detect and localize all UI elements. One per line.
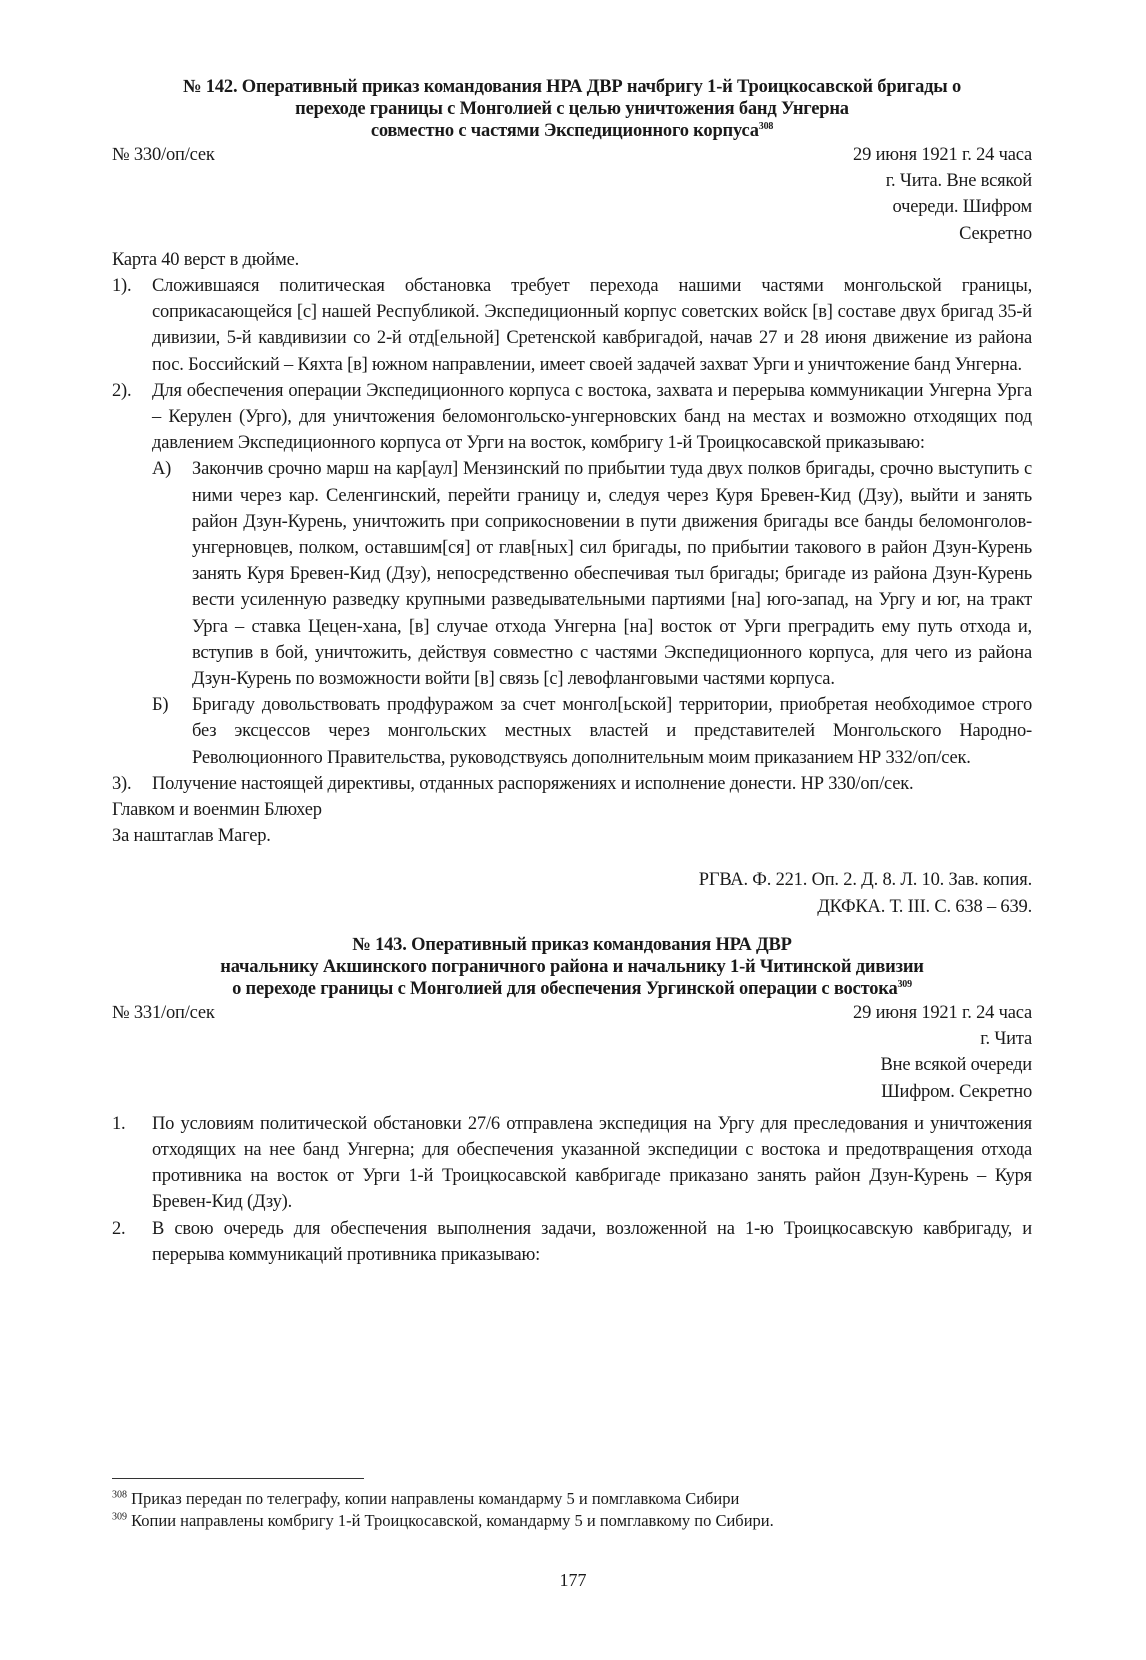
map-note: Карта 40 верст в дюйме. [112, 249, 300, 270]
footnote [112, 1510, 1032, 1532]
title-line [132, 120, 1012, 142]
item-text: Получение настоящей директивы, отданных распоряжениях и исполнение донести. НР 330/оп/сек. [152, 773, 914, 794]
footnote [112, 1488, 1032, 1510]
doc-143-header [112, 1000, 1032, 1026]
signature: Главком и военмин Блюхер [112, 800, 322, 821]
item-number: 1. [112, 1113, 126, 1134]
order-item [112, 1216, 1032, 1268]
source-line: ДКФКА. Т. III. С. 638 – 639. [817, 896, 1032, 917]
item-text: Сложившаяся политическая обстановка требует перехода нашими частями монгольской границы, соприкасающейся [с] нашей Республикой. Экспедиционный корпус советских войск [в] составе двух бригад 35-й дивизии, 5-й кавдивизии со 2-й отд[ельной] Сретенской кавбригадой, начав 27 и 28 июня движение из района пос. Боссийский – Кяхта [в] южном направлении, имеет своей задачей захват Урги и уничтожение банд Унгерна. [152, 276, 1032, 375]
order-item [112, 273, 1032, 378]
footnote-number: 308 [112, 1489, 127, 1501]
item-text: По условиям политической обстановки 27/6 отправлена экспедиция на Ургу для преследования и уничтожения отходящих на нее банд Унгерна; для обеспечения указанной экспедиции с востока и предотвращения отхода противника на восток от Урги 1-й Троицкосавской кавбригаде приказано занять район Дзун-Курень – Куря Бревен-Кид (Дзу). [152, 1113, 1032, 1213]
title-line: начальнику Акшинского пограничного района и начальнику 1-й Читинской дивизии [220, 956, 924, 977]
place-line: очереди. Шифром [892, 197, 1032, 218]
title-line: переходе границы с Монголией с целью уничтожения банд Унгерна [295, 99, 849, 119]
order-item [112, 1111, 1032, 1216]
order-subitem [152, 692, 1032, 771]
order-number: № 330/оп/сек [112, 145, 215, 165]
order-item [112, 771, 1032, 797]
place-line: Секретно [959, 223, 1032, 244]
footnote-number: 309 [112, 1511, 127, 1523]
place-line: Вне всякой очереди [880, 1055, 1032, 1076]
order-date: 29 июня 1921 г. 24 часа [853, 145, 1032, 165]
title-text: о переходе границы с Монголией для обеспечения Ургинской операции с востока [232, 978, 898, 999]
doc-143-title [132, 934, 1012, 1000]
item-text: В свою очередь для обеспечения выполнения задачи, возложенной на 1-ю Троицкосавскую кавбригаду, и перерыва коммуникаций противника приказываю: [152, 1218, 1032, 1265]
title-text: совместно с частями Экспедиционного корпуса [370, 121, 759, 141]
source-line: РГВА. Ф. 221. Оп. 2. Д. 8. Л. 10. Зав. копия. [698, 870, 1032, 891]
subitem-letter: А) [152, 459, 172, 480]
footnote-divider [112, 1478, 364, 1479]
source-citation [112, 867, 1032, 919]
place-line: г. Чита. Вне всякой [885, 171, 1032, 192]
title-line [132, 978, 1012, 1000]
title-line: № 142. Оперативный приказ командования НРА ДВР начбригу 1-й Троицкосавской бригады о [182, 77, 961, 97]
item-text: Для обеспечения операции Экспедиционного корпуса с востока, захвата и перерыва коммуникации Унгерна Урга – Керулен (Урго), для уничтожения беломонгольско-унгерновских банд на местах и возможно отходящих под давлением Экспедиционного корпуса от Урги на восток, комбригу 1-й Троицкосавской приказываю: [152, 380, 1032, 454]
order-item [112, 378, 1032, 457]
footnotes [112, 1488, 1032, 1532]
item-number: 1). [112, 276, 132, 297]
signature: За наштаглав Магер. [112, 826, 271, 847]
footnote-text: Копии направлены комбригу 1-й Троицкосавской, командарму 5 и помглавкому по Сибири. [131, 1511, 774, 1530]
order-subitem [152, 456, 1032, 692]
item-number: 2. [112, 1218, 126, 1239]
footnote-text: Приказ передан по телеграфу, копии направлены командарму 5 и помглавкома Сибири [131, 1489, 740, 1508]
footnote-ref[interactable]: 309 [897, 978, 912, 990]
subitem-text: Закончив срочно марш на кар[аул] Мензинский по прибытии туда двух полков бригады, срочно выступить с ними через кар. Селенгинский, перейти границу и, следуя через Куря Бревен-Кид (Дзу), выйти и занять район Дзун-Курень, уничтожить при соприкосновении в пути движения бригады все банды беломонголов-унгерновцев, полком, оставшим[ся] от глав[ных] сил бригады, по прибытии такового в район Дзун-Курень занять Куря Бревен-Кид (Дзу), непосредственно обеспечивая тыл бригады; бригаде из района Дзун-Курень вести усиленную разведку крупными разведывательными партиями [на] юго-запад, на Ургу и юг, на тракт Урга – ставка Цецен-хана, [в] случае отхода Унгерна [на] восток от Урги преградить ему путь отхода и, вступив в бой, уничтожить, действуя совместно с частями Экспедиционного корпуса, для чего из района Дзун-Курень по возможности войти [в] связь [с] левофланговыми частями корпуса. [192, 459, 1032, 690]
subitem-text: Бригаду довольствовать продфуражом за счет монгол[ьской] территории, приобретая необходимое строго без эксцессов через монгольских местных властей и представителей Монгольского Народно-Революционного Правительства, руководствуясь дополнительным моим приказанием НР 332/оп/сек. [192, 695, 1032, 768]
doc-142-title [132, 76, 1012, 142]
item-number: 3). [112, 773, 132, 794]
item-number: 2). [112, 380, 132, 401]
doc-142-header [112, 142, 1032, 168]
footnote-ref[interactable]: 308 [758, 120, 774, 132]
place-line: г. Чита [980, 1029, 1032, 1050]
order-number: № 331/оп/сек [112, 1002, 215, 1023]
subitem-letter: Б) [152, 695, 169, 716]
page-body [112, 76, 1032, 1268]
title-line: № 143. Оперативный приказ командования НРА ДВР [352, 934, 792, 955]
place-line: Шифром. Секретно [881, 1081, 1032, 1102]
page-number: 177 [559, 1570, 587, 1590]
order-date: 29 июня 1921 г. 24 часа [853, 1002, 1032, 1023]
